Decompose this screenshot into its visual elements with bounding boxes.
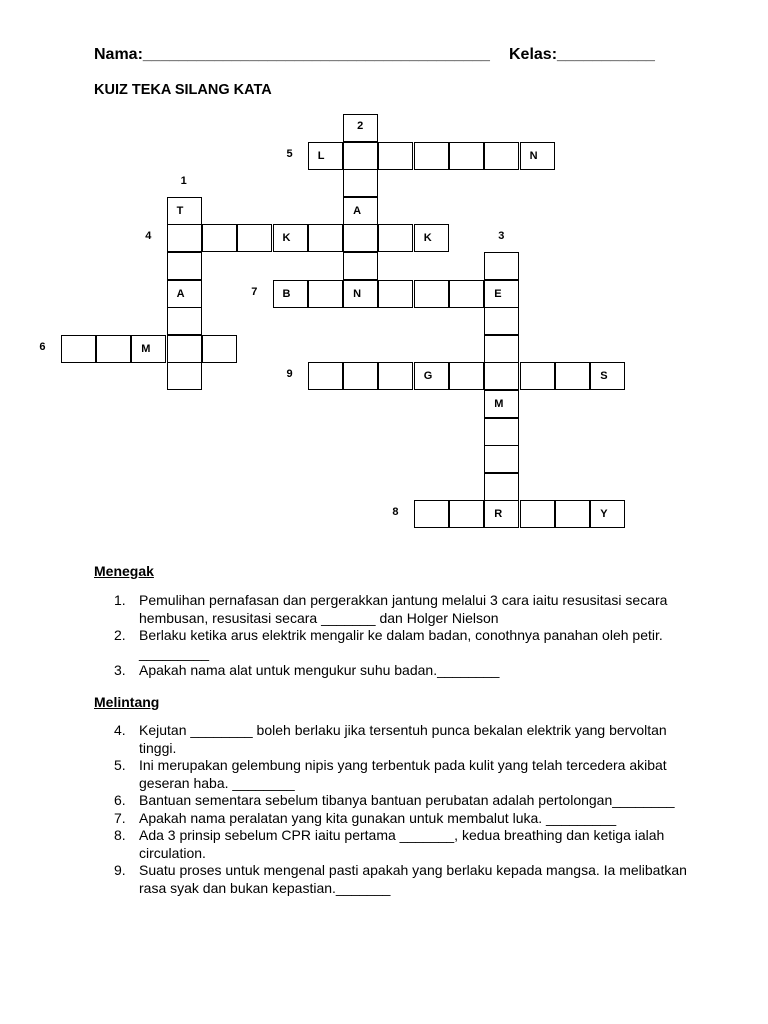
clue-item [114, 792, 694, 810]
crossword-cell [308, 224, 343, 252]
crossword-cell [202, 335, 237, 363]
melintang-clue-list [114, 722, 694, 897]
crossword-cell [449, 500, 484, 528]
clue-text: Apakah nama peralatan yang kita gunakan untuk membalut luka. _________ [139, 809, 617, 826]
crossword-cell: A [167, 280, 202, 308]
crossword-cell [484, 142, 519, 170]
clue-number-label: 4 [145, 230, 152, 243]
clue-text: Pemulihan pernafasan dan pergerakkan jantung melalui 3 cara iaitu resusitasi secara hembusan, resusitasi secara _______ dan Holger Nielson [139, 592, 668, 626]
clue-item [114, 757, 694, 792]
clue-number-label: 8 [392, 506, 399, 519]
crossword-cell [414, 280, 449, 308]
crossword-cell [343, 169, 378, 197]
crossword-cell [61, 335, 96, 363]
crossword-cell: T [167, 197, 202, 225]
crossword-cell [414, 142, 449, 170]
crossword-cell [96, 335, 131, 363]
clue-item [114, 827, 694, 862]
clue-number: 5. [114, 757, 126, 773]
crossword-cell: M [131, 335, 166, 363]
crossword-cell: A [343, 197, 378, 225]
crossword-cell: G [414, 362, 449, 390]
clue-number: 9. [114, 862, 126, 878]
crossword-cell: K [273, 224, 308, 252]
nama-field: Nama:_______________________________________ [94, 46, 490, 63]
clue-number: 7. [114, 809, 126, 826]
crossword-cell: N [520, 142, 555, 170]
crossword-cell [449, 362, 484, 390]
clue-number: 4. [114, 722, 126, 738]
clue-text: Berlaku ketika arus elektrik mengalir ke dalam badan, conothnya panahan oleh petir. _________ [139, 627, 663, 661]
melintang-heading: Melintang [94, 694, 160, 710]
clue-number-label: 5 [286, 147, 293, 160]
clue-text: Kejutan ________ boleh berlaku jika tersentuh punca bekalan elektrik yang bervoltan tinggi. [139, 722, 667, 756]
crossword-cell [167, 307, 202, 335]
crossword-cell [343, 224, 378, 252]
clue-item [114, 810, 694, 828]
crossword-cell [237, 224, 272, 252]
clue-item [114, 722, 694, 757]
crossword-cell [484, 362, 519, 390]
crossword-cell [167, 335, 202, 363]
clue-text: Suatu proses untuk mengenal pasti apakah yang berlaku kepada mangsa. Ia melibatkan rasa syak dan bukan kepastian._______ [139, 862, 687, 896]
clue-text: Ini merupakan gelembung nipis yang terbentuk pada kulit yang telah tercedera akibat geseran haba. ________ [139, 757, 667, 791]
clue-number: 6. [114, 792, 126, 808]
clue-number: 3. [114, 662, 126, 678]
crossword-cell [343, 252, 378, 280]
clue-number-label: 2 [357, 120, 364, 132]
crossword-cell [167, 224, 202, 252]
clue-text: Apakah nama alat untuk mengukur suhu badan.________ [139, 662, 500, 678]
crossword-cell [484, 473, 519, 501]
crossword-cell: Y [590, 500, 625, 528]
crossword-cell: S [590, 362, 625, 390]
clue-number-label: 9 [286, 368, 293, 381]
clue-number-label: 7 [251, 285, 258, 298]
clue-item [114, 592, 694, 627]
kelas-field: Kelas:___________ [509, 46, 655, 63]
menegak-heading: Menegak [94, 563, 154, 579]
clue-item [114, 627, 694, 662]
crossword-cell [202, 224, 237, 252]
clue-number: 2. [114, 627, 126, 643]
crossword-cell [555, 500, 590, 528]
crossword-cell [484, 252, 519, 280]
clue-item [114, 862, 694, 897]
crossword-cell [414, 500, 449, 528]
crossword-cell [449, 280, 484, 308]
crossword-cell [378, 280, 413, 308]
crossword-cell: N [343, 280, 378, 308]
crossword-cell: L [308, 142, 343, 170]
crossword-cell [484, 307, 519, 335]
crossword-cell: R [484, 500, 519, 528]
crossword-cell [167, 252, 202, 280]
crossword-cell [308, 280, 343, 308]
crossword-cell: M [484, 390, 519, 418]
clue-number-label: 3 [498, 230, 505, 243]
crossword-cell [378, 362, 413, 390]
crossword-cell [343, 362, 378, 390]
crossword-cell [167, 362, 202, 390]
crossword-cell: E [484, 280, 519, 308]
clue-number: 1. [114, 592, 126, 608]
crossword-cell [484, 445, 519, 473]
clue-text: Bantuan sementara sebelum tibanya bantuan perubatan adalah pertolongan________ [139, 792, 675, 808]
crossword-cell [449, 142, 484, 170]
crossword-cell [484, 335, 519, 363]
crossword-cell [555, 362, 590, 390]
menegak-clue-list [114, 592, 694, 680]
crossword-cell [520, 362, 555, 390]
clue-number-label: 1 [180, 175, 187, 188]
crossword-cell [308, 362, 343, 390]
crossword-cell [378, 142, 413, 170]
clue-number-label: 6 [39, 340, 46, 353]
quiz-title: KUIZ TEKA SILANG KATA [94, 82, 272, 98]
clue-item [114, 662, 694, 680]
crossword-cell [520, 500, 555, 528]
clue-text: Ada 3 prinsip sebelum CPR iaitu pertama _______, kedua breathing dan ketiga ialah circulation. [139, 827, 665, 861]
crossword-cell [343, 142, 378, 170]
crossword-cell [378, 224, 413, 252]
crossword-cell [484, 418, 519, 446]
crossword-cell: B [273, 280, 308, 308]
clue-number: 8. [114, 827, 126, 843]
crossword-cell: K [414, 224, 449, 252]
